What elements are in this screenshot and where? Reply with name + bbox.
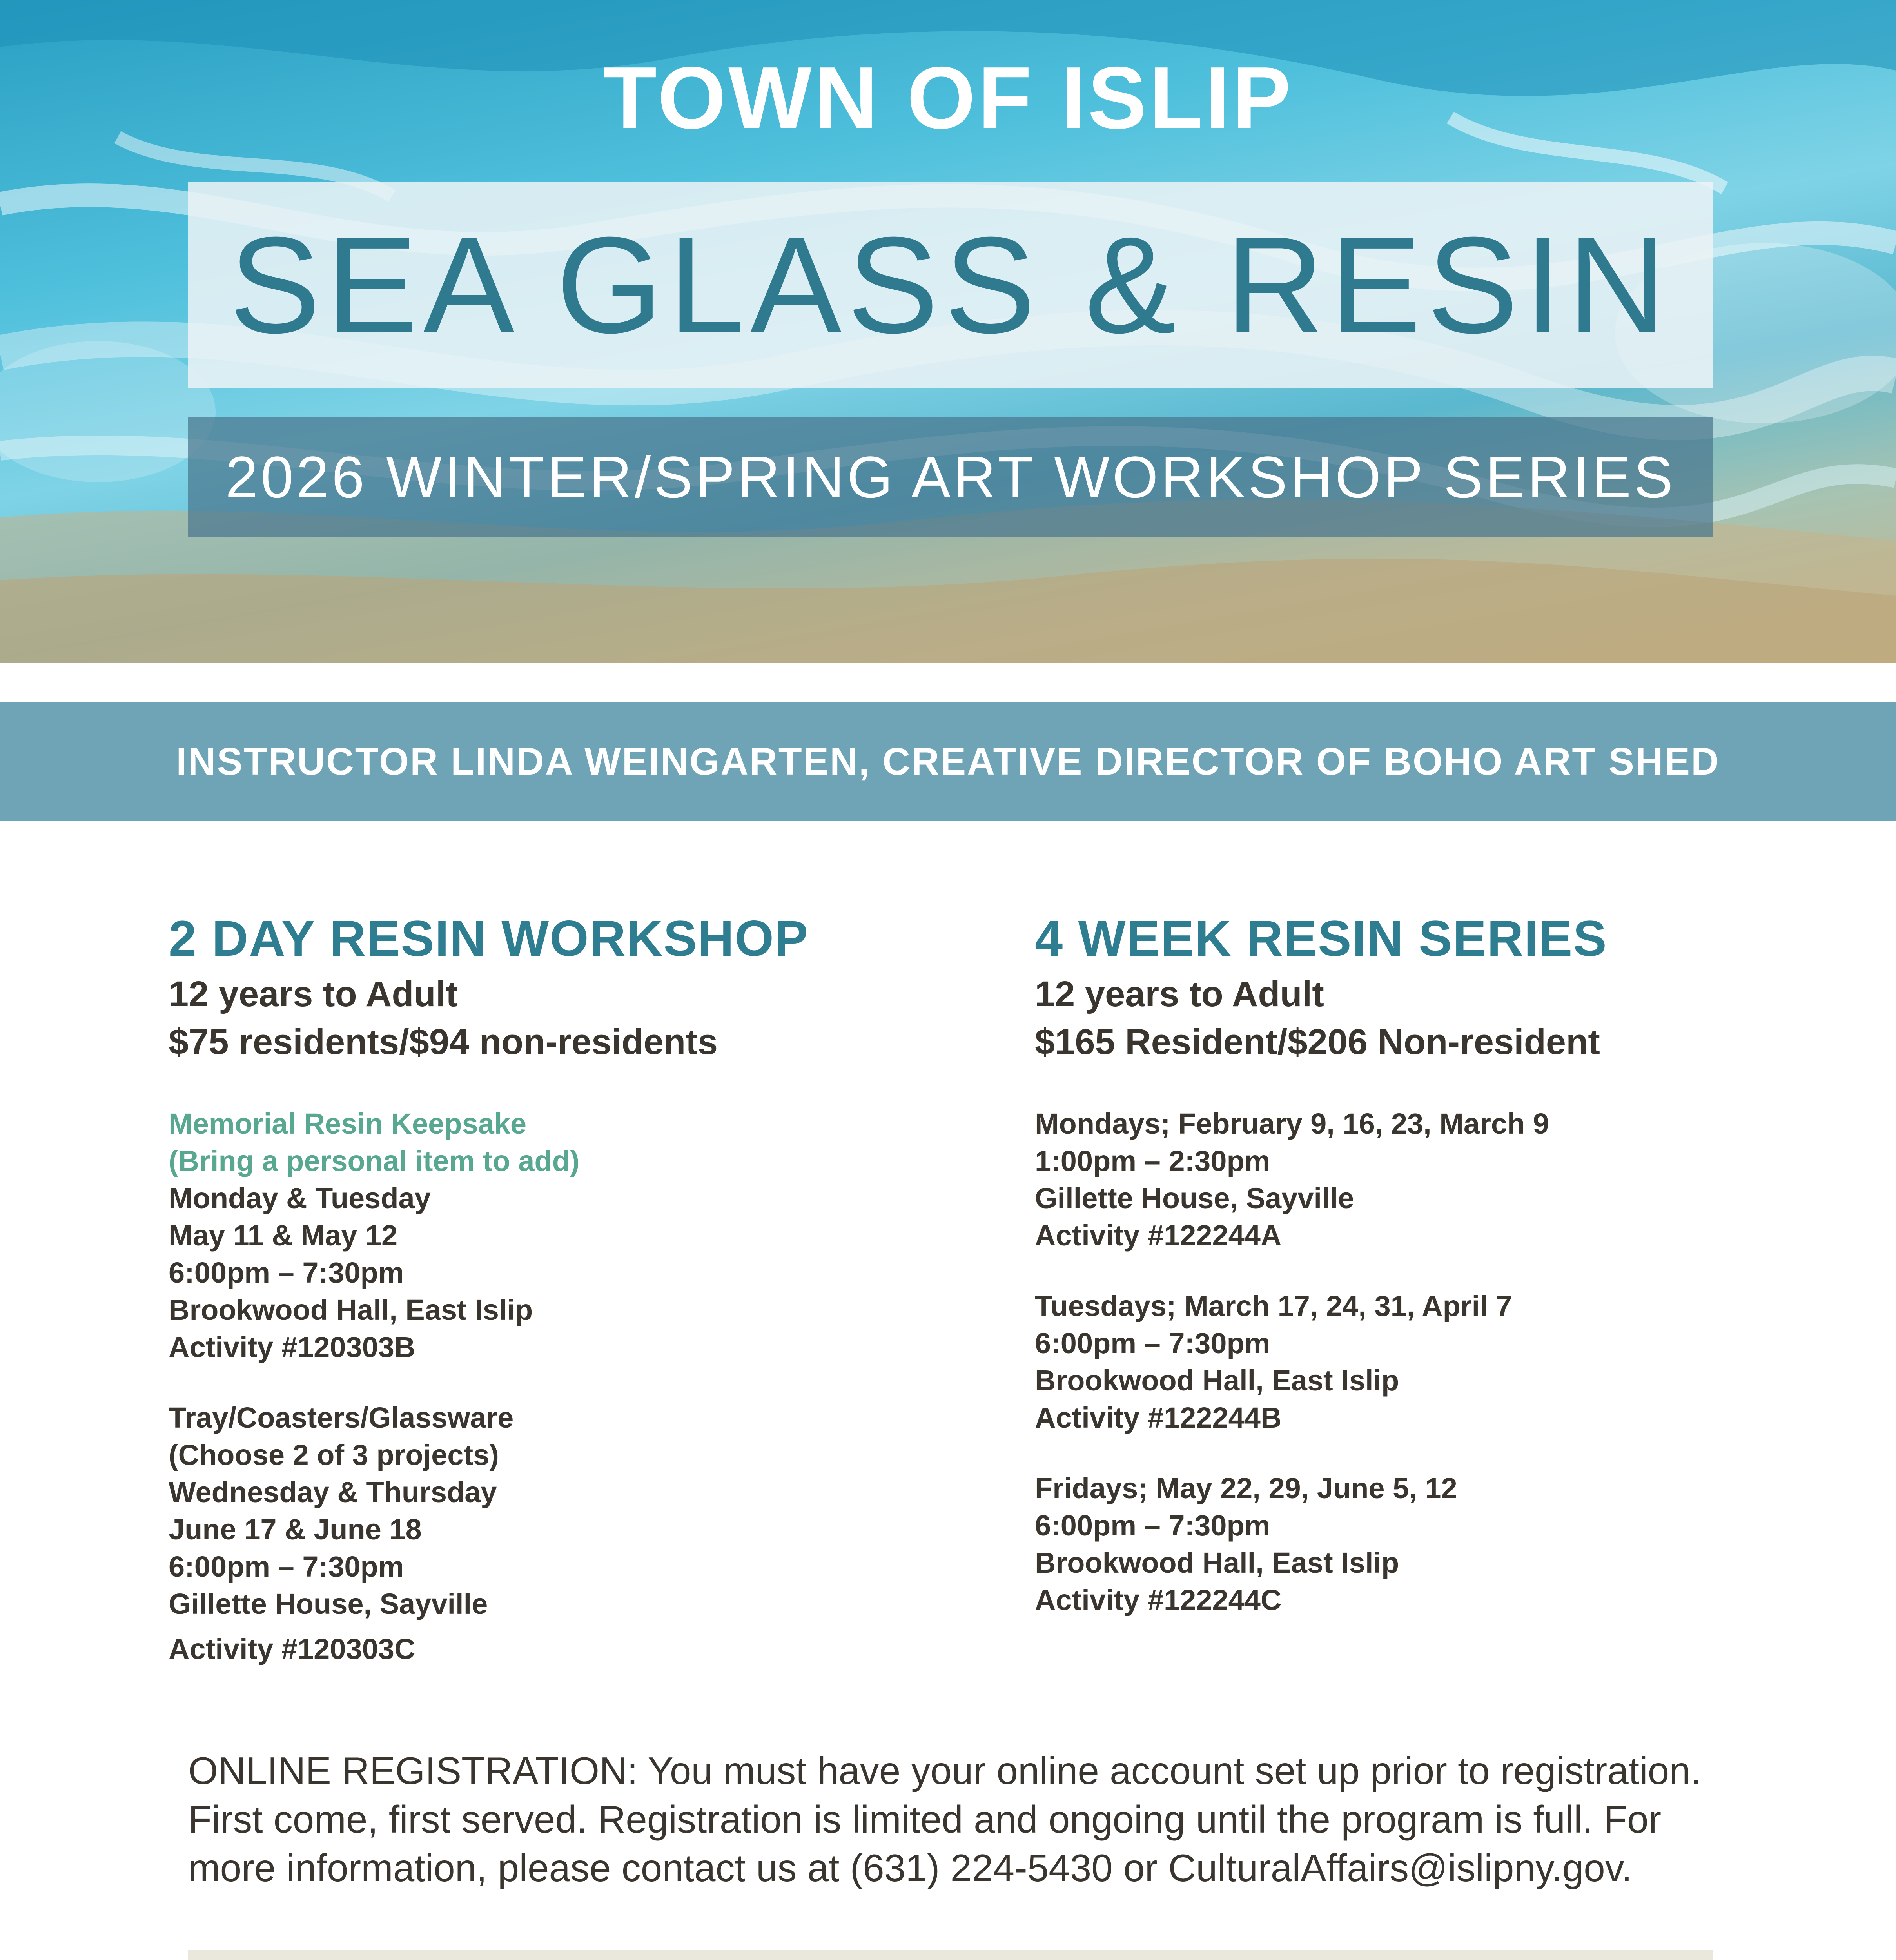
- two-day-workshop-column: [169, 907, 1011, 1668]
- session-note: (Choose 2 of 3 projects): [169, 1439, 499, 1471]
- hero-banner: [0, 0, 1896, 663]
- contact-box: [188, 1950, 1713, 1960]
- instructor-text: INSTRUCTOR LINDA WEINGARTEN, CREATIVE DIRECTOR OF BOHO ART SHED: [176, 740, 1720, 783]
- registration-info: [188, 1746, 1740, 1892]
- age-range: 12 years to Adult: [1035, 974, 1324, 1014]
- session-location: Brookwood Hall, East Islip: [1035, 1364, 1399, 1397]
- session-activity-number: Activity #122244B: [1035, 1401, 1282, 1434]
- session-location: Gillette House, Sayville: [1035, 1182, 1354, 1214]
- instructor-bar: [0, 702, 1896, 821]
- workshop-session: [169, 1105, 1011, 1366]
- price: $75 residents/$94 non-residents: [169, 1022, 718, 1062]
- session-location: Brookwood Hall, East Islip: [1035, 1546, 1399, 1579]
- four-week-series-column: [1035, 907, 1819, 1619]
- session-time: 6:00pm – 7:30pm: [1035, 1509, 1270, 1542]
- session-activity-number: Activity #122244C: [1035, 1584, 1282, 1616]
- session-activity-number: Activity #120303C: [169, 1633, 415, 1665]
- column-heading: 2 DAY RESIN WORKSHOP: [169, 911, 809, 967]
- session-time: 6:00pm – 7:30pm: [169, 1550, 404, 1583]
- workshop-session: [169, 1399, 1011, 1668]
- session-days: Monday & Tuesday: [169, 1182, 431, 1214]
- series-session: [1035, 1105, 1819, 1254]
- registration-line: First come, first served. Registration is limited and ongoing until the program is full. For: [188, 1798, 1662, 1841]
- subtitle-box: [188, 417, 1713, 537]
- page-title: SEA GLASS & RESIN: [229, 208, 1672, 362]
- session-location: Gillette House, Sayville: [169, 1588, 488, 1620]
- session-dates: Fridays; May 22, 29, June 5, 12: [1035, 1472, 1457, 1504]
- session-location: Brookwood Hall, East Islip: [169, 1294, 533, 1326]
- session-note: (Bring a personal item to add): [169, 1145, 580, 1177]
- session-dates: Mondays; February 9, 16, 23, March 9: [1035, 1107, 1549, 1140]
- session-activity-number: Activity #122244A: [1035, 1219, 1282, 1252]
- registration-line: more information, please contact us at (631) 224-5430 or CulturalAffairs@islipny.gov.: [188, 1846, 1632, 1889]
- session-dates: Tuesdays; March 17, 24, 31, April 7: [1035, 1290, 1512, 1322]
- session-time: 1:00pm – 2:30pm: [1035, 1145, 1270, 1177]
- session-time: 6:00pm – 7:30pm: [1035, 1327, 1270, 1359]
- session-days: Wednesday & Thursday: [169, 1476, 497, 1508]
- price: $165 Resident/$206 Non-resident: [1035, 1022, 1600, 1062]
- registration-line: ONLINE REGISTRATION: You must have your online account set up prior to registration.: [188, 1749, 1702, 1792]
- series-session: [1035, 1287, 1819, 1436]
- title-box: [188, 182, 1713, 388]
- town-title: TOWN OF ISLIP: [602, 48, 1294, 147]
- session-activity-number: Activity #120303B: [169, 1331, 415, 1363]
- session-title: Tray/Coasters/Glassware: [169, 1401, 514, 1434]
- series-session: [1035, 1470, 1819, 1619]
- age-range: 12 years to Adult: [169, 974, 458, 1014]
- session-title: Memorial Resin Keepsake: [169, 1107, 527, 1140]
- session-time: 6:00pm – 7:30pm: [169, 1256, 404, 1289]
- session-dates: May 11 & May 12: [169, 1219, 398, 1252]
- page-subtitle: 2026 WINTER/SPRING ART WORKSHOP SERIES: [225, 444, 1676, 510]
- session-dates: June 17 & June 18: [169, 1513, 422, 1546]
- column-heading: 4 WEEK RESIN SERIES: [1035, 911, 1608, 967]
